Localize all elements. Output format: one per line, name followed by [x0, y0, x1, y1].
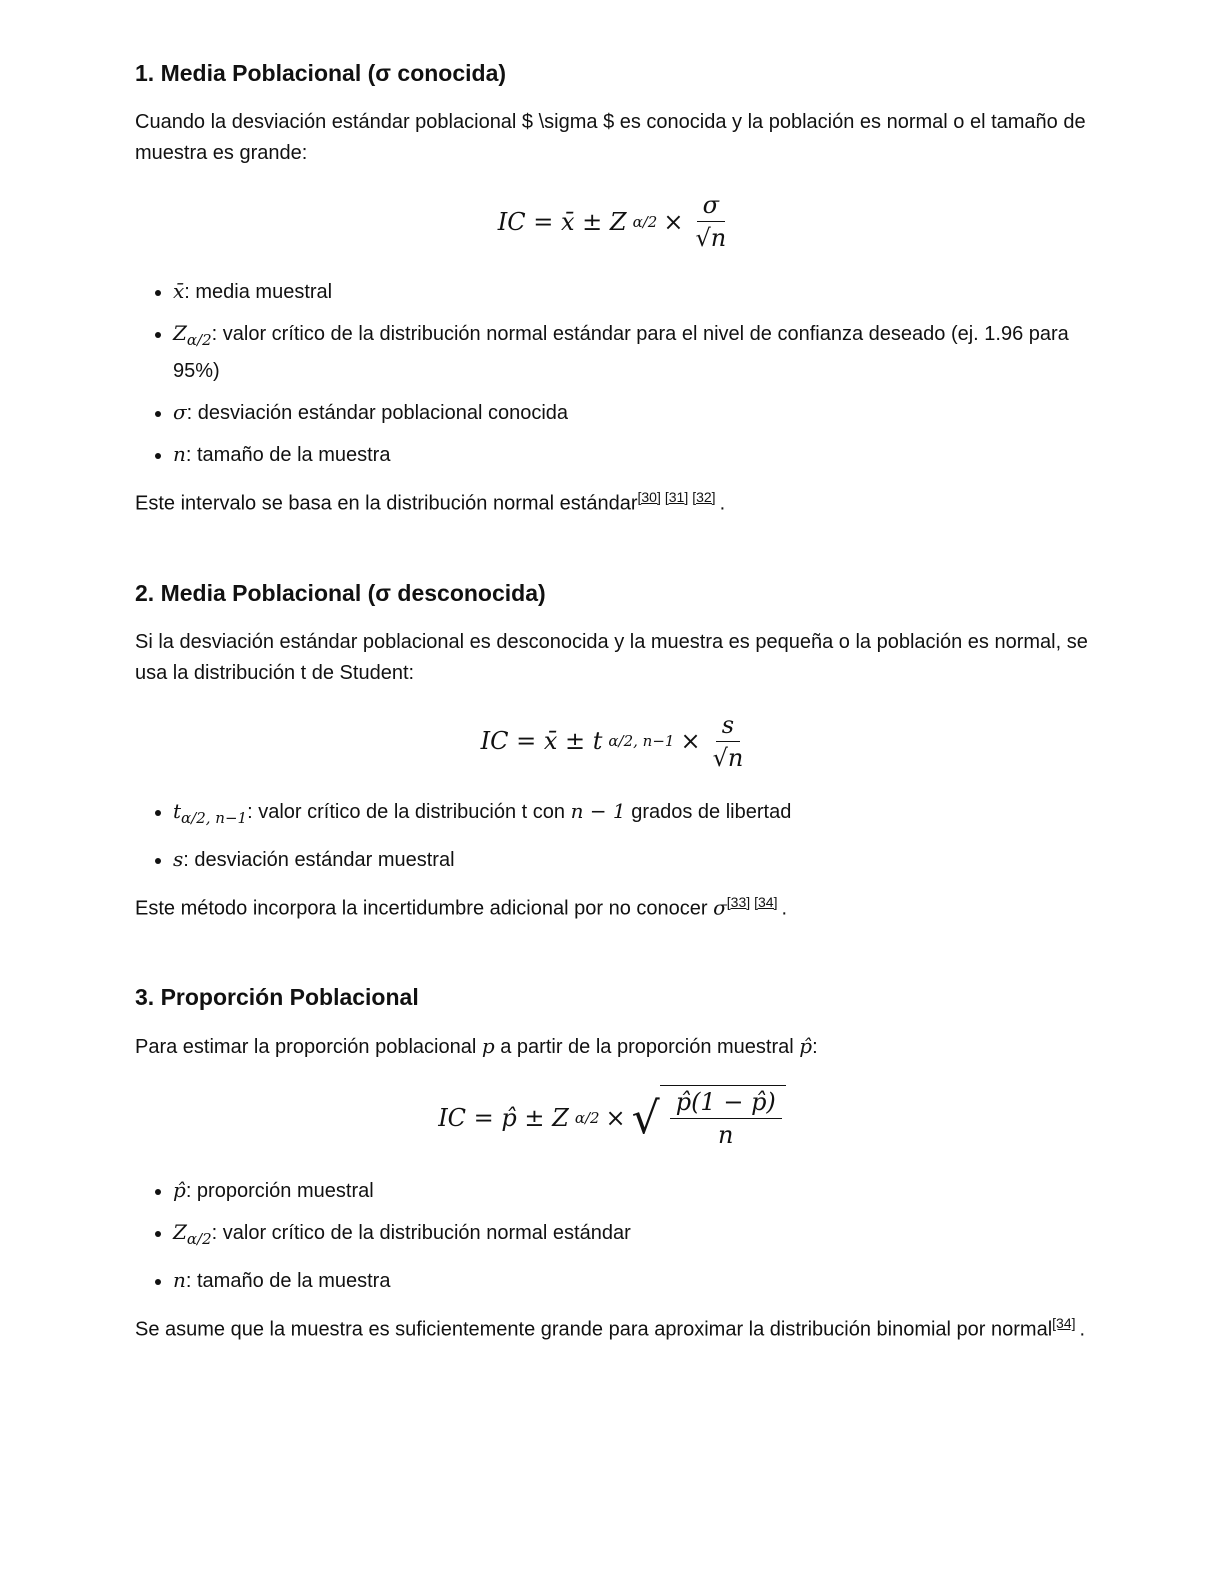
sym: p̂: [173, 1178, 186, 1203]
times: ×: [605, 1104, 626, 1133]
sym: n: [173, 442, 186, 466]
sym: p: [481, 1034, 495, 1059]
text: : desviación estándar muestral: [183, 848, 455, 871]
sym: Z: [173, 321, 187, 345]
paragraph: [135, 1031, 1089, 1063]
numerator: p̂(1 − p̂): [670, 1088, 782, 1119]
text: : media muestral: [184, 281, 333, 303]
heading: 1. Media Poblacional (σ conocida): [135, 60, 507, 86]
formula: [135, 191, 1089, 252]
sym: Z: [173, 1220, 187, 1245]
sub: α/2: [186, 1230, 212, 1249]
list-item: [173, 318, 1089, 387]
denominator: n: [718, 1121, 734, 1150]
note: Este método incorpora la incertidumbre adicional por no conocer σ[33] [34] .: [135, 893, 788, 920]
list-item: [173, 1175, 1089, 1207]
list-item: [173, 1265, 1089, 1297]
list-item: [173, 397, 1089, 429]
list-item: [173, 796, 1089, 834]
sym: n − 1: [570, 798, 626, 823]
sub: α/2: [186, 331, 212, 349]
paragraph: Cuando la desviación estándar poblacional $ \sigma $ es conocida y la población es normal o el tamaño de muestra es grande:: [135, 111, 1086, 164]
section-proportion: [135, 984, 1089, 1346]
citation-link[interactable]: [32]: [692, 489, 716, 505]
sub: α/2, n−1: [181, 808, 248, 827]
formula: [135, 1085, 1089, 1151]
heading: 3. Proporción Poblacional: [135, 984, 419, 1011]
list: [135, 276, 1089, 471]
numerator: s: [716, 711, 740, 742]
note: Este intervalo se basa en la distribución normal estándar[30] [31] [32] .: [135, 489, 726, 515]
sym: x̄: [173, 279, 185, 303]
note-text: Este método incorpora la incertidumbre adicional por no conocer: [135, 897, 714, 920]
denominator: √n: [712, 743, 744, 772]
list-item: [173, 1217, 1089, 1255]
paragraph: Si la desviación estándar poblacional es desconocida y la muestra es pequeña o la población es normal, se usa la distribución t de Student:: [135, 630, 1088, 684]
list-item: [173, 276, 1089, 308]
times: ×: [663, 207, 684, 236]
note-text: Se asume que la muestra es suficientemente grande para aproximar la distribución binomial por normal: [135, 1318, 1053, 1341]
text: : tamaño de la muestra: [185, 1270, 391, 1293]
sym: σ: [713, 895, 727, 920]
sym: t: [173, 798, 182, 823]
sym: σ: [173, 400, 187, 424]
times: ×: [680, 727, 701, 756]
formula-lhs: IC = p̂ ± Z: [438, 1104, 569, 1133]
text: :: [812, 1036, 818, 1059]
citation-link[interactable]: [34]: [754, 893, 778, 910]
formula-sub: α/2: [574, 1109, 600, 1128]
formula: [135, 711, 1089, 772]
radical-sign: √: [631, 1092, 660, 1144]
fraction: [670, 1088, 782, 1149]
sym: n: [173, 1268, 186, 1293]
list: [135, 1175, 1089, 1297]
formula-sub: α/2: [632, 212, 658, 231]
formula-lhs: IC = x̄ ± t: [480, 727, 603, 756]
text: : desviación estándar poblacional conocida: [186, 402, 569, 424]
text: : valor crítico de la distribución normal estándar para el nivel de confianza deseado (ej. 1.96 para 95%): [173, 323, 1069, 382]
note-text: Este intervalo se basa en la distribución normal estándar: [135, 492, 638, 515]
denominator: √n: [695, 224, 727, 252]
formula-sub: α/2, n−1: [608, 732, 675, 751]
numerator: σ: [697, 191, 725, 222]
square-root: [632, 1085, 786, 1151]
sym: p̂: [799, 1034, 813, 1059]
text: : tamaño de la muestra: [185, 444, 391, 466]
citation-link[interactable]: [34]: [1052, 1315, 1076, 1332]
text: grados de libertad: [625, 800, 792, 823]
list-item: [173, 439, 1089, 471]
fraction: [695, 191, 726, 252]
citation-link[interactable]: [33]: [726, 893, 751, 910]
list: [135, 796, 1089, 876]
citation-link[interactable]: [30]: [637, 489, 661, 505]
text: : valor crítico de la distribución t con: [247, 800, 571, 823]
text: a partir de la proporción muestral: [494, 1036, 800, 1059]
citation-link[interactable]: [31]: [664, 489, 689, 505]
note: Se asume que la muestra es suficientemente grande para aproximar la distribución binomial por normal[34] .: [135, 1315, 1086, 1341]
text: : proporción muestral: [185, 1180, 374, 1203]
text: : valor crítico de la distribución normal estándar: [211, 1222, 631, 1245]
heading: 2. Media Poblacional (σ desconocida): [135, 579, 546, 606]
sym: s: [173, 846, 184, 871]
list-item: [173, 844, 1089, 876]
section-sigma-unknown: [135, 580, 1089, 925]
section-sigma-known: [135, 60, 1089, 520]
fraction: [713, 711, 744, 772]
formula-lhs: IC = x̄ ± Z: [497, 207, 627, 236]
text: Para estimar la proporción poblacional: [135, 1036, 482, 1059]
